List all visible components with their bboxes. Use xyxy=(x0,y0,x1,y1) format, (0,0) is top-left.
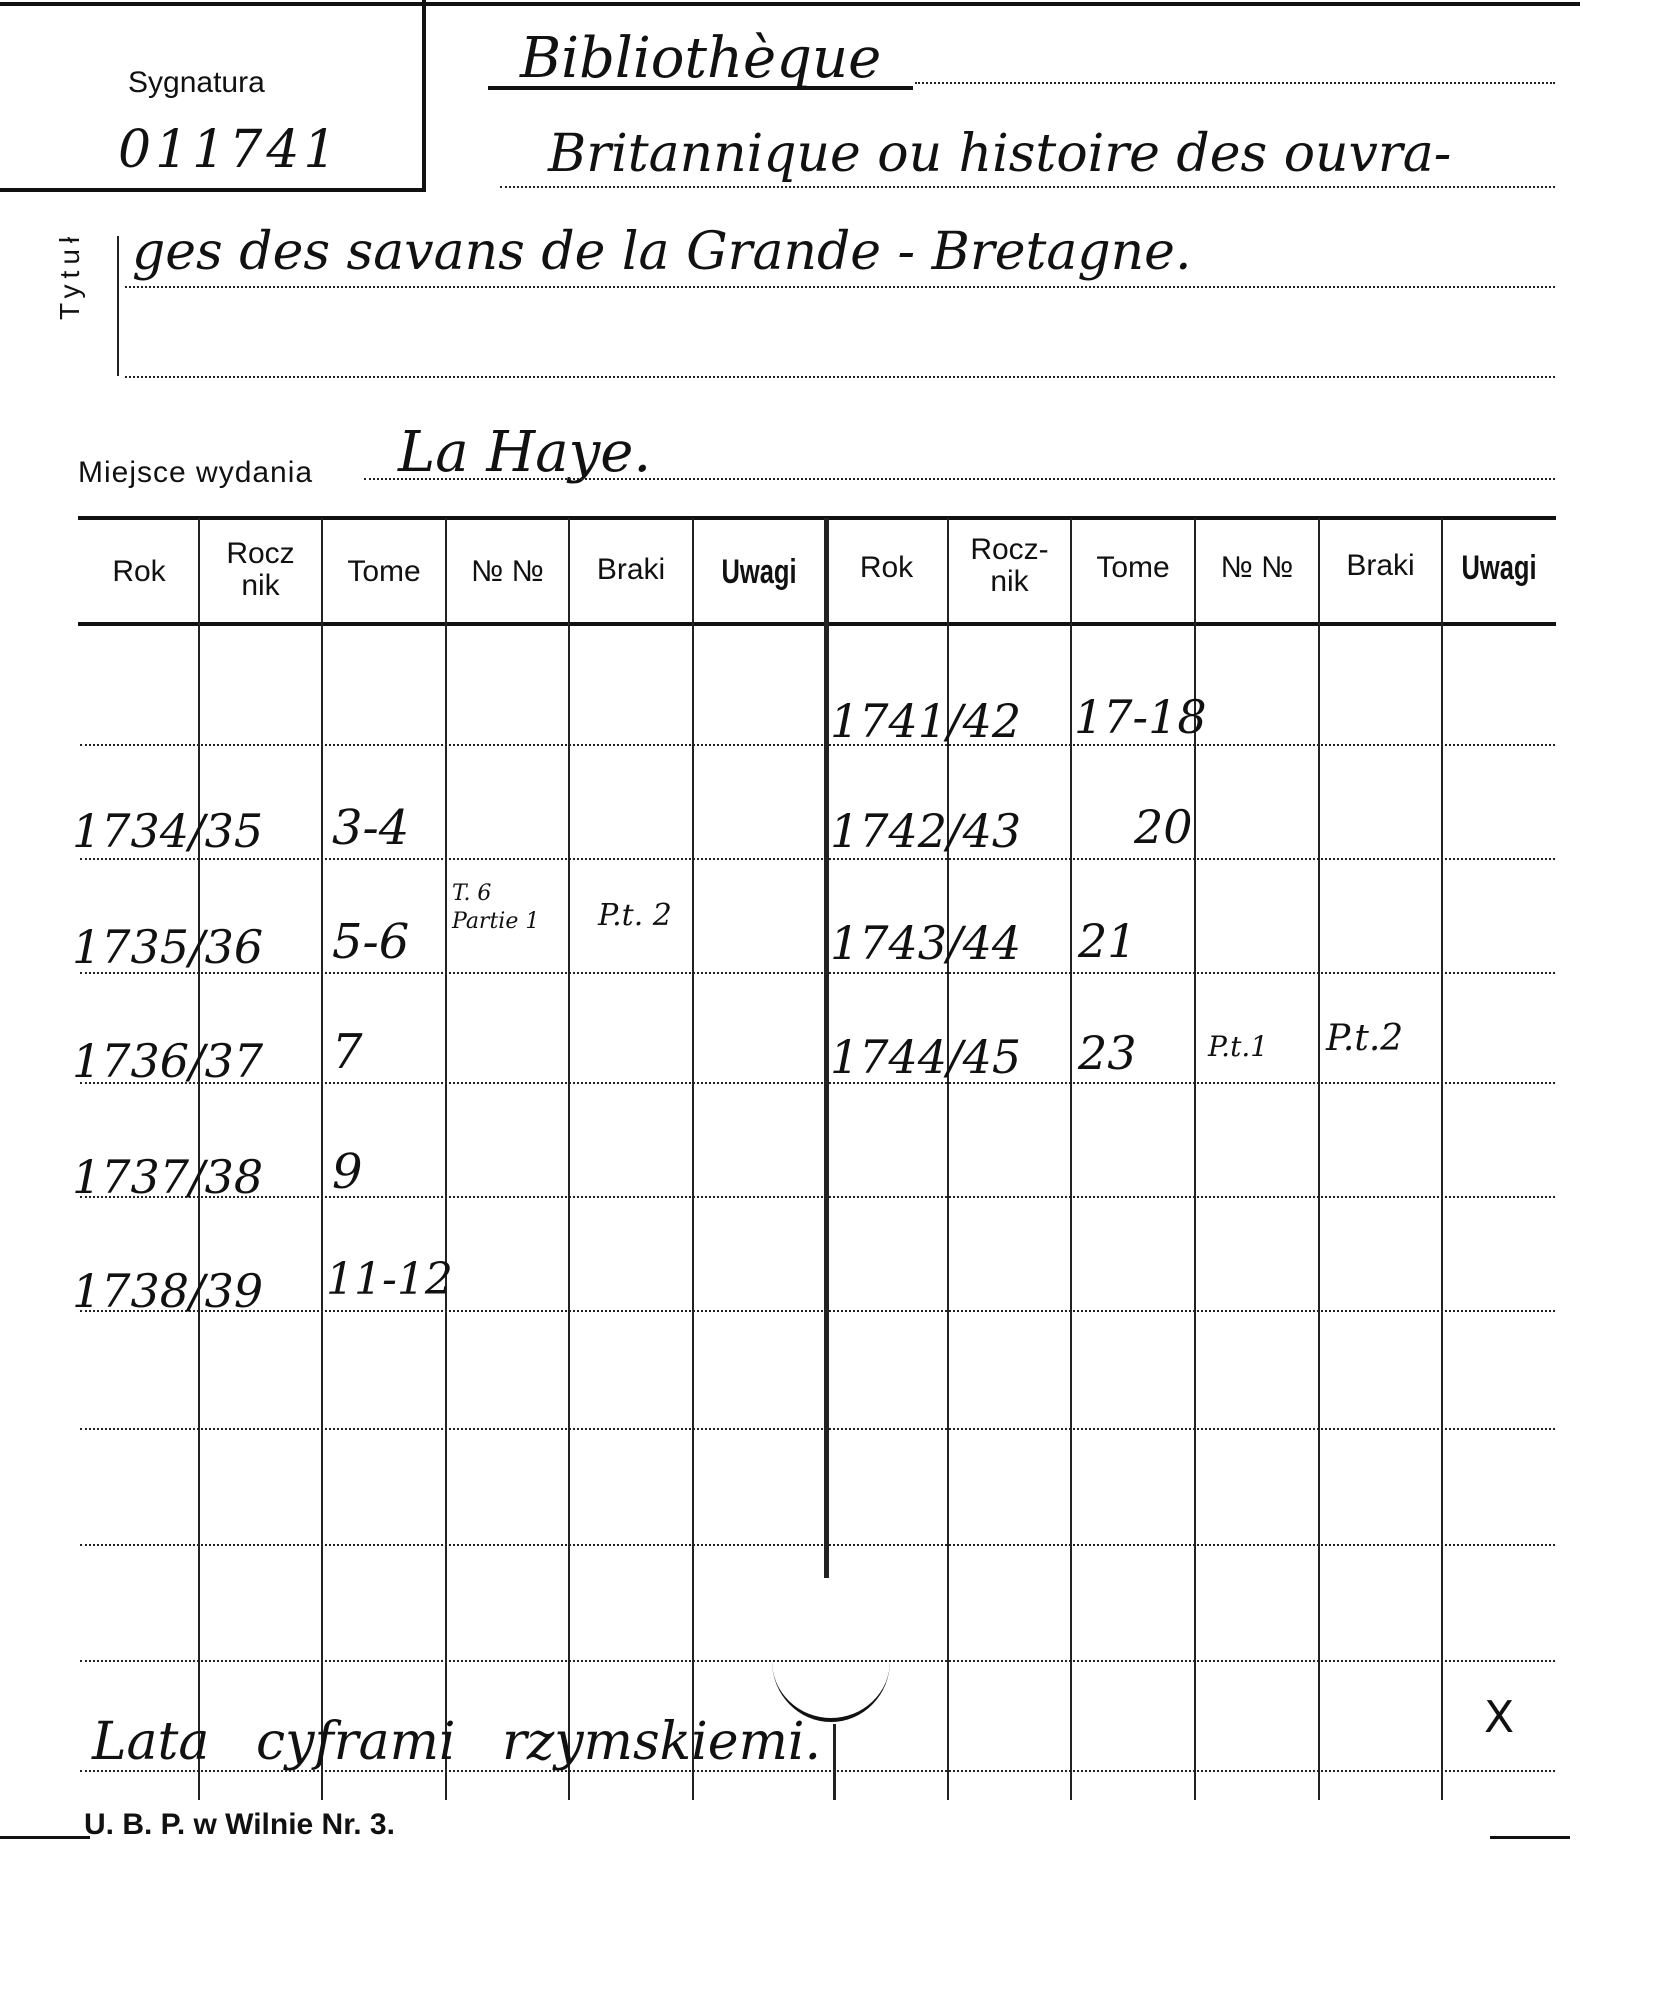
card-bottom-edge-right xyxy=(1490,1836,1570,1839)
left-row-3-tome: 5-6 xyxy=(332,914,410,970)
header-tome: Tome xyxy=(347,555,421,588)
col-divider xyxy=(568,518,570,1800)
header-rocznik-2: Rocz- nik xyxy=(970,533,1049,598)
signature-value: 011741 xyxy=(118,120,341,180)
footer-imprint: U. B. P. w Wilnie Nr. 3. xyxy=(84,1808,395,1841)
left-row-6-tome: 11-12 xyxy=(326,1254,453,1305)
title-line-2: Britannique ou histoire des ouvra- xyxy=(548,124,1452,184)
col-divider xyxy=(321,518,323,1800)
title-dotted-line-1 xyxy=(915,82,1555,84)
right-row-4-braki: P.t.2 xyxy=(1326,1018,1404,1059)
left-row-5-rok: 1737/38 xyxy=(72,1150,264,1204)
header-braki: Braki xyxy=(596,553,666,586)
title-side-label: Tytuł xyxy=(54,230,85,320)
row-line xyxy=(80,1196,1555,1198)
right-row-4-tome: 23 xyxy=(1078,1026,1137,1080)
title-dotted-line-2 xyxy=(500,186,1555,188)
title-line-1: Bibliothèque xyxy=(520,26,882,91)
row-line xyxy=(80,972,1555,974)
right-row-2-rok: 1742/43 xyxy=(830,804,1022,858)
row-line xyxy=(80,1544,1555,1546)
header-numbers: № № xyxy=(471,555,544,588)
header-tome-2: Tome xyxy=(1096,551,1170,584)
right-row-2-tome: 20 xyxy=(1134,800,1193,854)
header-uwagi-2: Uwagi xyxy=(1461,549,1537,587)
center-divider xyxy=(824,518,829,1578)
title-dotted-line-4 xyxy=(125,376,1555,378)
header-braki-2: Braki xyxy=(1346,549,1415,582)
title-line-3: ges des savans de la Grande - Bretagne. xyxy=(132,222,1192,282)
right-row-4-numbers: P.t.1 xyxy=(1208,1030,1269,1063)
header-rok: Rok xyxy=(112,555,166,588)
row-line xyxy=(80,1310,1555,1312)
col-divider xyxy=(445,518,447,1800)
title-underline xyxy=(488,86,913,90)
left-row-4-rok: 1736/37 xyxy=(72,1034,264,1088)
place-value: La Haye. xyxy=(398,420,652,485)
col-divider xyxy=(692,518,694,1800)
left-row-5-tome: 9 xyxy=(332,1144,363,1200)
place-dotted-line xyxy=(364,478,1555,480)
col-divider xyxy=(1318,518,1320,1800)
header-numbers-2: № № xyxy=(1220,551,1294,584)
right-row-4-rok: 1744/45 xyxy=(830,1030,1022,1084)
left-row-2-tome: 3-4 xyxy=(332,800,410,856)
row-line xyxy=(80,1428,1555,1430)
signature-label: Sygnatura xyxy=(128,66,265,99)
row-line xyxy=(80,1660,1555,1662)
center-divider-lower xyxy=(833,1724,836,1800)
right-row-3-rok: 1743/44 xyxy=(830,916,1022,970)
row-line xyxy=(80,858,1555,860)
right-row-1-rok: 1741/42 xyxy=(830,694,1022,748)
left-row-6-rok: 1738/39 xyxy=(72,1264,264,1318)
title-side-bar xyxy=(117,236,119,376)
card-bottom-edge xyxy=(0,1836,90,1839)
header-rocznik: Rocz nik xyxy=(226,537,295,602)
header-uwagi: Uwagi xyxy=(721,553,797,591)
uwagi-mark: X xyxy=(1484,1692,1515,1743)
left-row-3-rok: 1735/36 xyxy=(72,920,264,974)
title-dotted-line-3 xyxy=(125,286,1555,288)
right-row-1-tome: 17-18 xyxy=(1074,690,1207,744)
left-row-2-rok: 1734/35 xyxy=(72,804,264,858)
header-rok-2: Rok xyxy=(859,551,914,584)
col-divider xyxy=(1070,518,1072,1800)
row-line xyxy=(80,744,1555,746)
right-row-3-tome: 21 xyxy=(1078,914,1137,968)
bottom-note: Lata cyframi rzymskiemi. xyxy=(92,1712,822,1772)
col-divider xyxy=(1441,518,1443,1800)
left-row-4-tome: 7 xyxy=(332,1024,363,1080)
row-line xyxy=(80,1082,1555,1084)
table-top-rule xyxy=(78,516,1556,520)
left-row-3-numbers: T. 6 Partie 1 xyxy=(452,881,540,934)
place-label: Miejsce wydania xyxy=(78,456,314,489)
table-header-rule xyxy=(78,622,1556,626)
left-row-3-braki: P.t. 2 xyxy=(598,898,672,933)
